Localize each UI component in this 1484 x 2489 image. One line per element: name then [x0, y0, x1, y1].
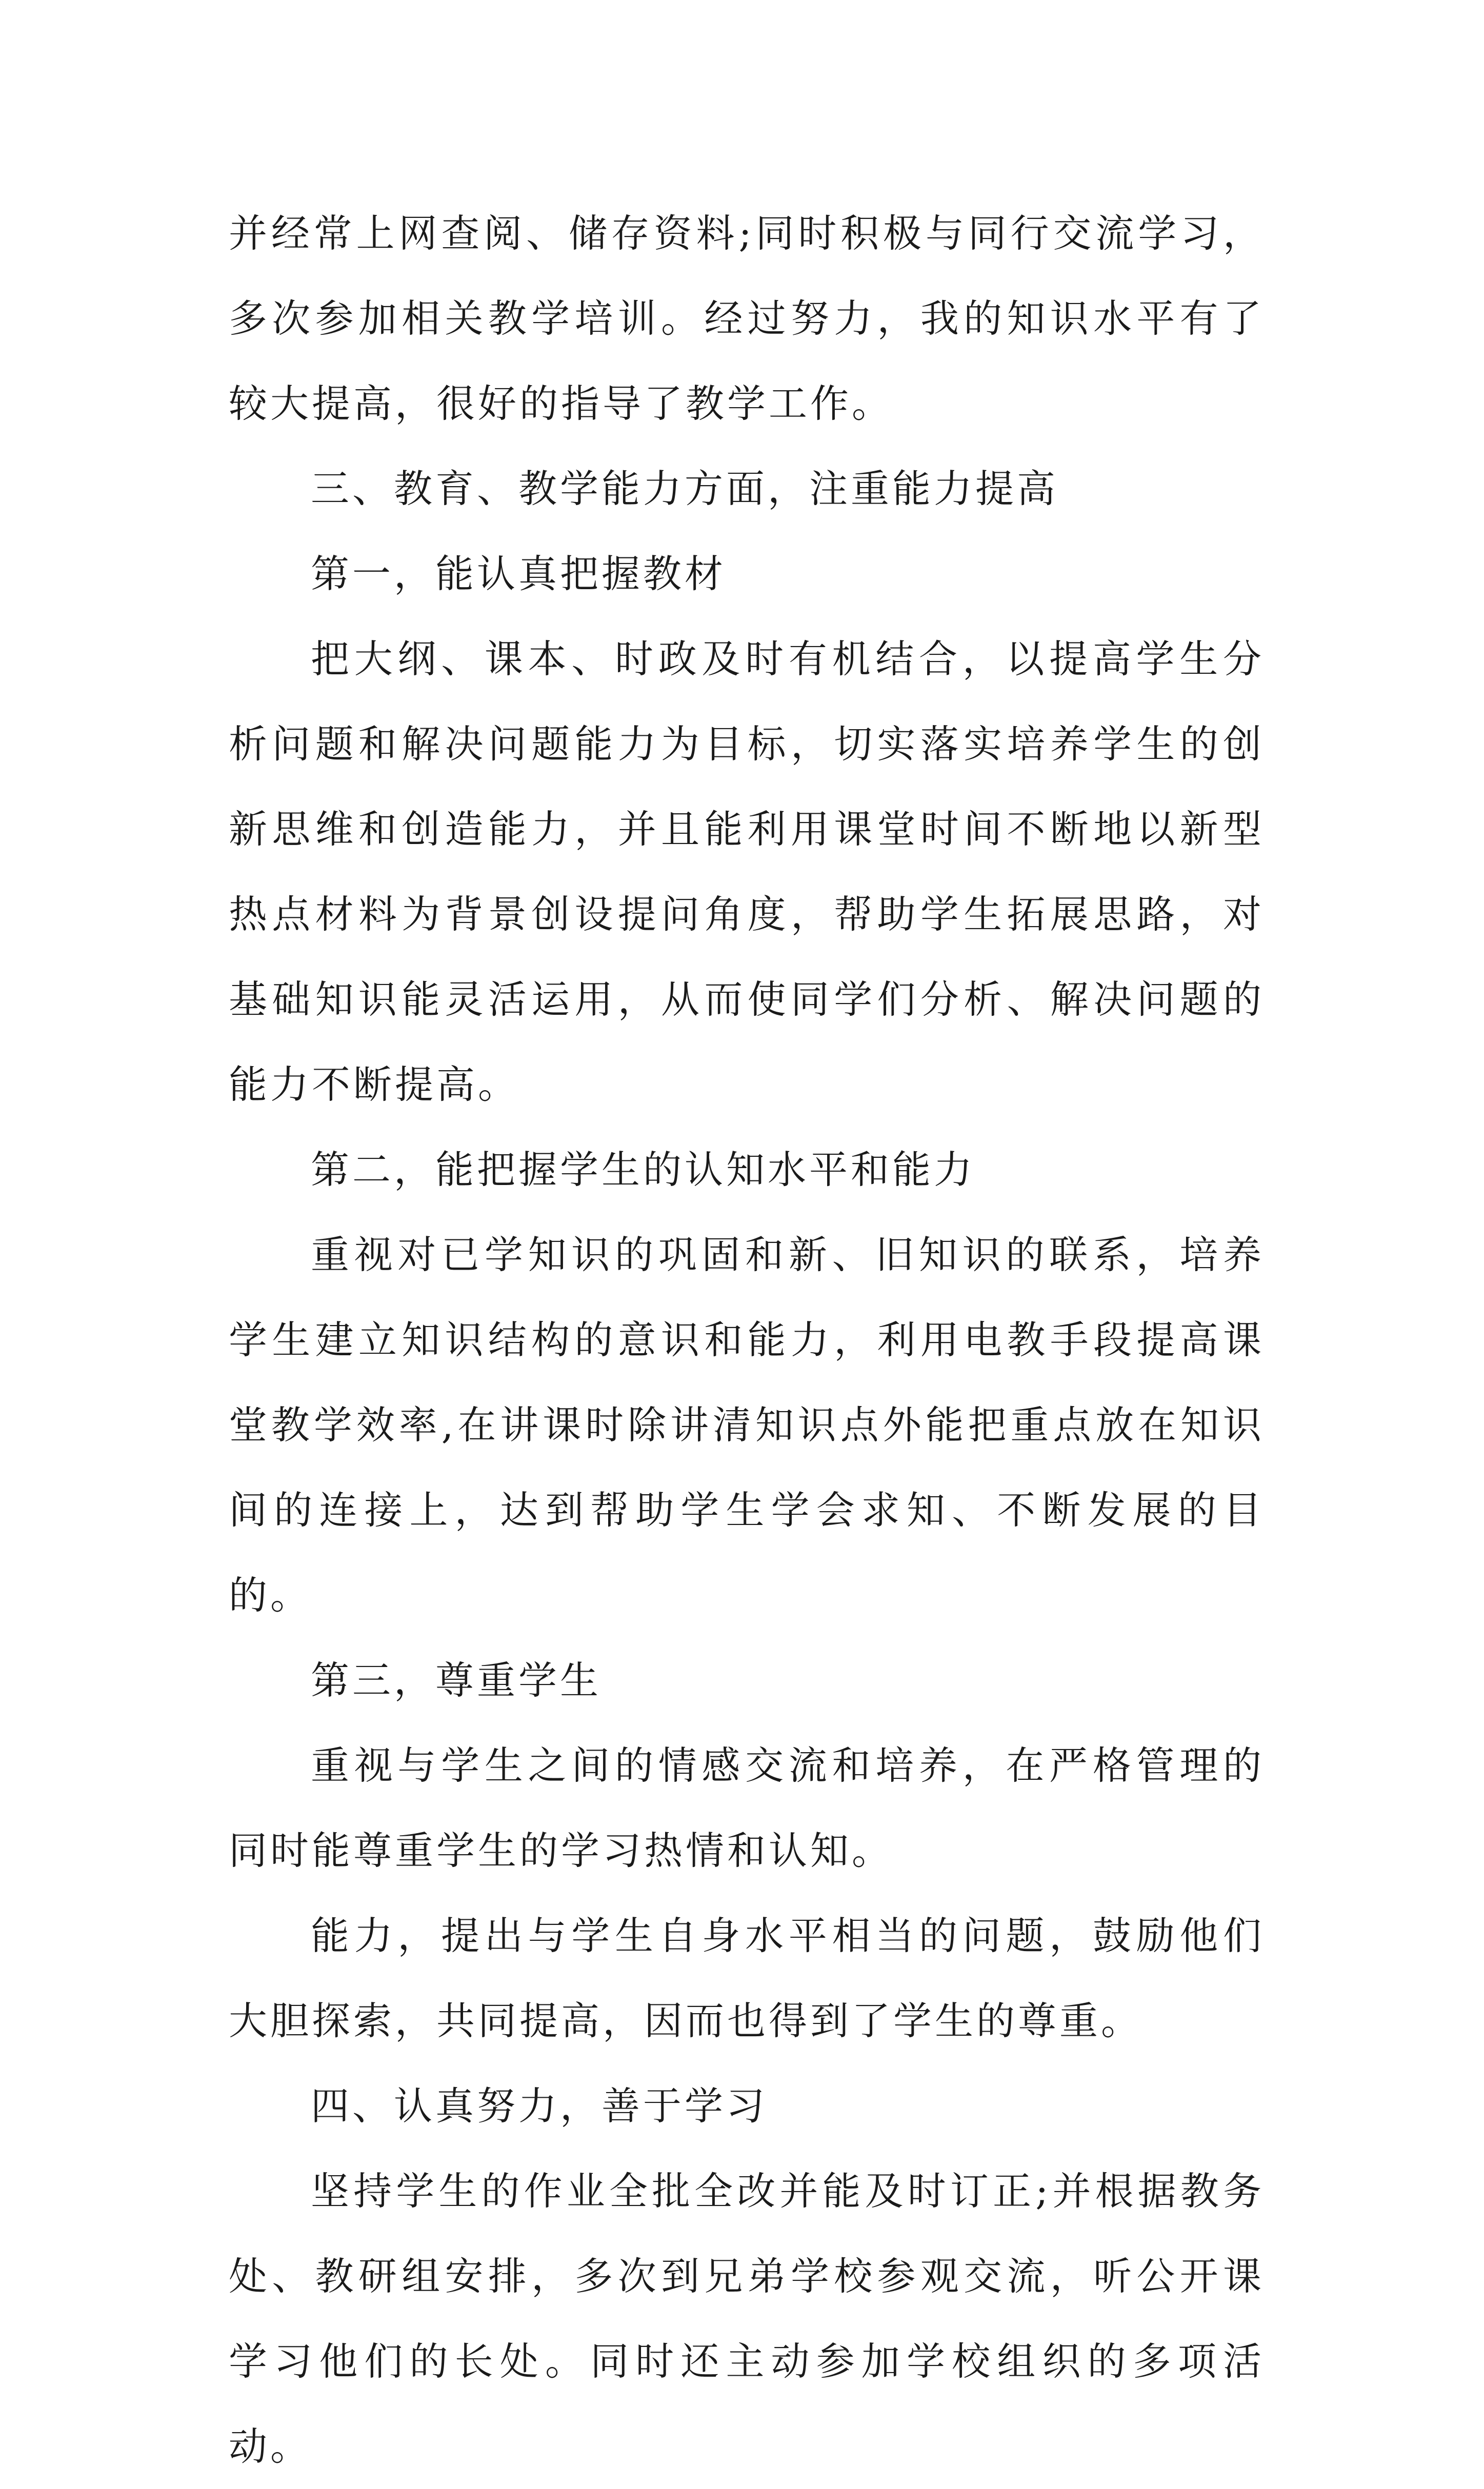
paragraph-continuation: 并经常上网查阅、储存资料;同时积极与同行交流学习，多次参加相关教学培训。经过努力，我的知识水平有了较大提高，很好的指导了教学工作。: [229, 211, 1265, 426]
section-heading-four: 四、认真努力，善于学习: [311, 2083, 768, 2129]
paragraph-textbook: 把大纲、课本、时政及时有机结合，以提高学生分析问题和解决问题能力为目标，切实落实培养学生的创新思维和创造能力，并且能利用课堂时间不断地以新型热点材料为背景创设提问角度，帮助学生拓展思路，对基础知识能灵活运用，从而使同学们分析、解决问题的能力不断提高。: [229, 636, 1265, 1107]
subheading-first: 第一，能认真把握教材: [311, 551, 727, 596]
paragraph-respect: 重视与学生之间的情感交流和培养，在严格管理的同时能尊重学生的学习热情和认知。: [229, 1743, 1265, 1873]
paragraph-knowledge: 重视对已学知识的巩固和新、旧知识的联系，培养学生建立知识结构的意识和能力，利用电教手段提高课堂教学效率,在讲课时除讲清知识点外能把重点放在知识间的连接上，达到帮助学生学会求知、不断发展的目的。: [229, 1232, 1265, 1618]
paragraph-homework: 坚持学生的作业全批全改并能及时订正;并根据教务处、教研组安排，多次到兄弟学校参观交流，听公开课学习他们的长处。同时还主动参加学校组织的多项活动。: [229, 2169, 1265, 2469]
subheading-second: 第二，能把握学生的认知水平和能力: [311, 1147, 976, 1192]
subheading-third: 第三，尊重学生: [311, 1658, 602, 1703]
section-heading-three: 三、教育、教学能力方面，注重能力提高: [311, 466, 1059, 511]
paragraph-ability: 能力，提出与学生自身水平相当的问题，鼓励他们大胆探索，共同提高，因而也得到了学生的尊重。: [229, 1913, 1265, 2043]
document-body: [229, 191, 1265, 2489]
